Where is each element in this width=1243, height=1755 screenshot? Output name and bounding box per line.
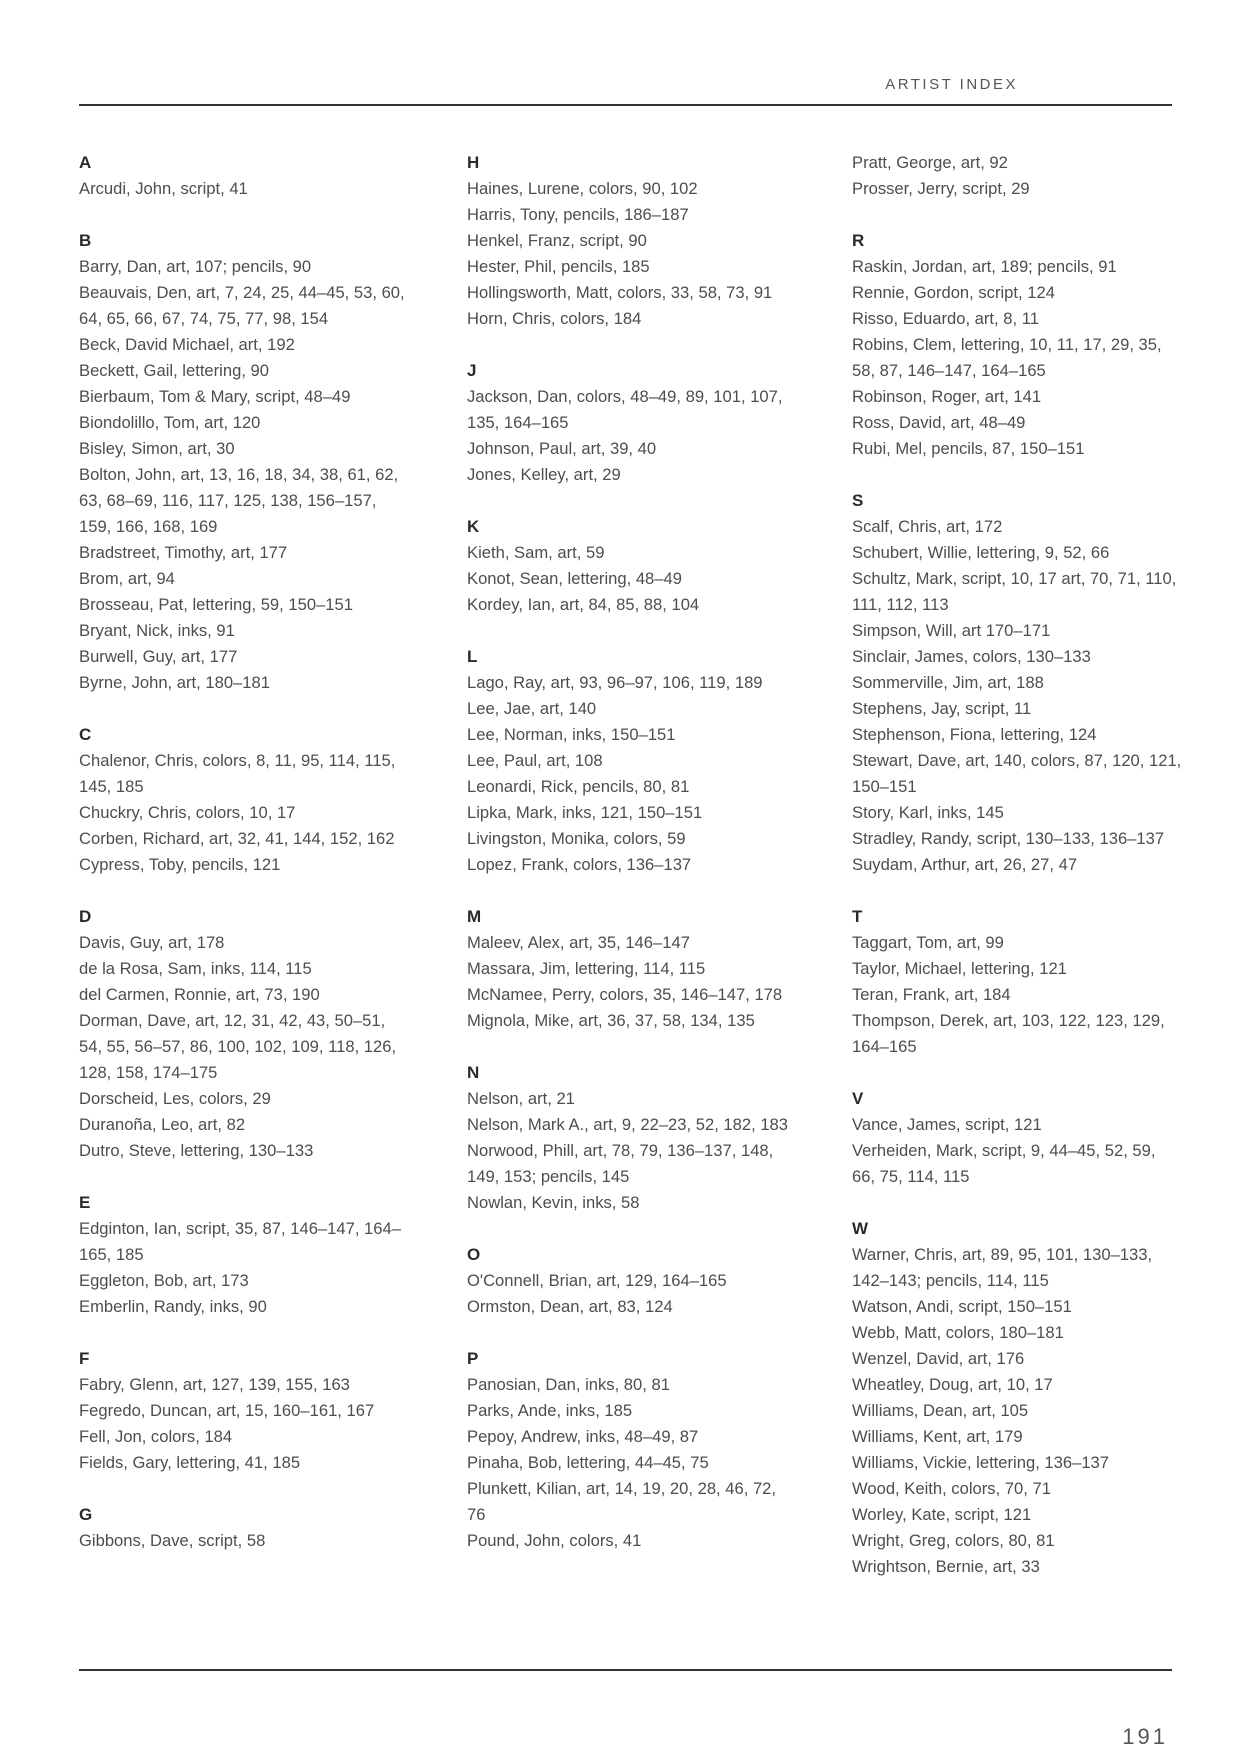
index-entry: Eggleton, Bob, art, 173 <box>79 1271 249 1290</box>
index-entry: Chuckry, Chris, colors, 10, 17 <box>79 803 296 822</box>
index-entry: Lee, Paul, art, 108 <box>467 751 603 770</box>
index-entry: Robinson, Roger, art, 141 <box>852 387 1042 406</box>
index-entry: Duranoña, Leo, art, 82 <box>79 1115 246 1134</box>
index-entry: Lago, Ray, art, 93, 96–97, 106, 119, 189 <box>467 673 763 692</box>
footer-rule <box>79 1669 1172 1671</box>
section-letter-heading: A <box>79 153 92 172</box>
index-entry: Rennie, Gordon, script, 124 <box>852 283 1055 302</box>
index-section <box>467 514 797 618</box>
index-entry: Taggart, Tom, art, 99 <box>852 933 1004 952</box>
index-entry: Pepoy, Andrew, inks, 48–49, 87 <box>467 1427 699 1446</box>
index-entry: Dorscheid, Les, colors, 29 <box>79 1089 271 1108</box>
index-entry: Sinclair, James, colors, 130–133 <box>852 647 1091 666</box>
index-entry: Plunkett, Kilian, art, 14, 19, 20, 28, 46, 72, 76 <box>467 1479 777 1524</box>
index-column-1 <box>79 150 409 1580</box>
section-letter-heading: B <box>79 231 92 250</box>
section-letter-heading: E <box>79 1193 91 1212</box>
page-header-title: ARTIST INDEX <box>885 76 1018 93</box>
index-entry: Burwell, Guy, art, 177 <box>79 647 238 666</box>
section-letter-heading: F <box>79 1349 90 1368</box>
index-entry: Nowlan, Kevin, inks, 58 <box>467 1193 640 1212</box>
index-entry: O'Connell, Brian, art, 129, 164–165 <box>467 1271 727 1290</box>
section-letter-heading: K <box>467 517 480 536</box>
index-entry: Fegredo, Duncan, art, 15, 160–161, 167 <box>79 1401 375 1420</box>
header-rule <box>79 104 1172 106</box>
index-entry: Bradstreet, Timothy, art, 177 <box>79 543 288 562</box>
index-entry: Horn, Chris, colors, 184 <box>467 309 642 328</box>
index-entry: Nelson, art, 21 <box>467 1089 575 1108</box>
index-entry: McNamee, Perry, colors, 35, 146–147, 178 <box>467 985 783 1004</box>
index-section <box>79 1190 409 1320</box>
index-entry: Lopez, Frank, colors, 136–137 <box>467 855 692 874</box>
index-entry: Brom, art, 94 <box>79 569 175 588</box>
index-entry: Beck, David Michael, art, 192 <box>79 335 295 354</box>
index-entry: Hester, Phil, pencils, 185 <box>467 257 650 276</box>
index-entry: Henkel, Franz, script, 90 <box>467 231 647 250</box>
index-section <box>852 1086 1182 1190</box>
index-entry: Jackson, Dan, colors, 48–49, 89, 101, 107, 135, 164–165 <box>467 387 783 432</box>
index-entry: Pound, John, colors, 41 <box>467 1531 642 1550</box>
index-entry: Thompson, Derek, art, 103, 122, 123, 129, 164–165 <box>852 1011 1165 1056</box>
index-entry: Warner, Chris, art, 89, 95, 101, 130–133, 142–143; pencils, 114, 115 <box>852 1245 1153 1290</box>
index-entry: Wright, Greg, colors, 80, 81 <box>852 1531 1055 1550</box>
index-section <box>79 150 409 202</box>
index-entry: Johnson, Paul, art, 39, 40 <box>467 439 657 458</box>
index-section <box>467 1346 797 1554</box>
section-letter-heading: H <box>467 153 480 172</box>
index-section <box>467 1060 797 1216</box>
index-entry: Livingston, Monika, colors, 59 <box>467 829 686 848</box>
index-section <box>79 1346 409 1476</box>
index-entry: Byrne, John, art, 180–181 <box>79 673 270 692</box>
index-entry: Ormston, Dean, art, 83, 124 <box>467 1297 673 1316</box>
index-entry: Verheiden, Mark, script, 9, 44–45, 52, 59, 66, 75, 114, 115 <box>852 1141 1156 1186</box>
index-column-3 <box>852 150 1182 1606</box>
index-entry: Arcudi, John, script, 41 <box>79 179 248 198</box>
section-letter-heading: T <box>852 907 863 926</box>
index-entry: Mignola, Mike, art, 36, 37, 58, 134, 135 <box>467 1011 755 1030</box>
index-entry: Massara, Jim, lettering, 114, 115 <box>467 959 706 978</box>
index-entry: Emberlin, Randy, inks, 90 <box>79 1297 267 1316</box>
index-entry: Pratt, George, art, 92 <box>852 153 1008 172</box>
index-entry: Fabry, Glenn, art, 127, 139, 155, 163 <box>79 1375 350 1394</box>
index-entry: Webb, Matt, colors, 180–181 <box>852 1323 1064 1342</box>
index-entry: Maleev, Alex, art, 35, 146–147 <box>467 933 690 952</box>
section-letter-heading: W <box>852 1219 869 1238</box>
index-entry: Panosian, Dan, inks, 80, 81 <box>467 1375 670 1394</box>
index-entry: Parks, Ande, inks, 185 <box>467 1401 633 1420</box>
index-entry: Wenzel, David, art, 176 <box>852 1349 1025 1368</box>
section-letter-heading: M <box>467 907 482 926</box>
index-section <box>852 904 1182 1060</box>
index-entry: Worley, Kate, script, 121 <box>852 1505 1032 1524</box>
index-entry: Wheatley, Doug, art, 10, 17 <box>852 1375 1053 1394</box>
index-entry: Beauvais, Den, art, 7, 24, 25, 44–45, 53, 60, 64, 65, 66, 67, 74, 75, 77, 98, 154 <box>79 283 405 328</box>
index-entry: Jones, Kelley, art, 29 <box>467 465 621 484</box>
index-entry: Risso, Eduardo, art, 8, 11 <box>852 309 1039 328</box>
index-section <box>79 722 409 878</box>
index-section <box>852 1216 1182 1580</box>
section-letter-heading: C <box>79 725 92 744</box>
section-letter-heading: O <box>467 1245 481 1264</box>
index-section <box>852 150 1182 202</box>
index-entry: Bryant, Nick, inks, 91 <box>79 621 235 640</box>
index-section <box>467 150 797 332</box>
index-entry: Wood, Keith, colors, 70, 71 <box>852 1479 1051 1498</box>
index-entry: Kordey, Ian, art, 84, 85, 88, 104 <box>467 595 700 614</box>
index-entry: Stephens, Jay, script, 11 <box>852 699 1032 718</box>
index-entry: Lee, Jae, art, 140 <box>467 699 597 718</box>
index-entry: Davis, Guy, art, 178 <box>79 933 225 952</box>
index-entry: Konot, Sean, lettering, 48–49 <box>467 569 682 588</box>
index-entry: Scalf, Chris, art, 172 <box>852 517 1003 536</box>
index-entry: Barry, Dan, art, 107; pencils, 90 <box>79 257 312 276</box>
index-section <box>79 228 409 696</box>
index-entry: Simpson, Will, art 170–171 <box>852 621 1051 640</box>
index-entry: Prosser, Jerry, script, 29 <box>852 179 1030 198</box>
section-letter-heading: R <box>852 231 865 250</box>
index-entry: Story, Karl, inks, 145 <box>852 803 1004 822</box>
index-entry: Williams, Kent, art, 179 <box>852 1427 1023 1446</box>
index-entry: Harris, Tony, pencils, 186–187 <box>467 205 689 224</box>
index-entry: Cypress, Toby, pencils, 121 <box>79 855 281 874</box>
index-entry: Watson, Andi, script, 150–151 <box>852 1297 1072 1316</box>
index-entry: Teran, Frank, art, 184 <box>852 985 1011 1004</box>
section-letter-heading: N <box>467 1063 480 1082</box>
index-entry: Schultz, Mark, script, 10, 17 art, 70, 71, 110, 111, 112, 113 <box>852 569 1177 614</box>
section-letter-heading: D <box>79 907 92 926</box>
index-entry: Robins, Clem, lettering, 10, 11, 17, 29, 35, 58, 87, 146–147, 164–165 <box>852 335 1162 380</box>
index-entry: Leonardi, Rick, pencils, 80, 81 <box>467 777 690 796</box>
index-entry: Corben, Richard, art, 32, 41, 144, 152, 162 <box>79 829 395 848</box>
index-section <box>852 228 1182 462</box>
index-entry: Bisley, Simon, art, 30 <box>79 439 235 458</box>
index-section <box>79 1502 409 1554</box>
index-section <box>467 1242 797 1320</box>
index-entry: Bolton, John, art, 13, 16, 18, 34, 38, 61, 62, 63, 68–69, 116, 117, 125, 138, 156–157, 159, 166, 168, 169 <box>79 465 399 536</box>
index-section <box>467 904 797 1034</box>
index-entry: Brosseau, Pat, lettering, 59, 150–151 <box>79 595 353 614</box>
index-entry: Sommerville, Jim, art, 188 <box>852 673 1044 692</box>
section-letter-heading: G <box>79 1505 93 1524</box>
index-entry: de la Rosa, Sam, inks, 114, 115 <box>79 959 312 978</box>
index-entry: Lee, Norman, inks, 150–151 <box>467 725 676 744</box>
index-entry: Lipka, Mark, inks, 121, 150–151 <box>467 803 703 822</box>
index-entry: Schubert, Willie, lettering, 9, 52, 66 <box>852 543 1110 562</box>
index-section <box>79 904 409 1164</box>
index-section <box>852 488 1182 878</box>
index-entry: Dutro, Steve, lettering, 130–133 <box>79 1141 314 1160</box>
index-entry: Stephenson, Fiona, lettering, 124 <box>852 725 1097 744</box>
index-entry: Haines, Lurene, colors, 90, 102 <box>467 179 698 198</box>
index-entry: Williams, Vickie, lettering, 136–137 <box>852 1453 1110 1472</box>
index-entry: Norwood, Phill, art, 78, 79, 136–137, 148, 149, 153; pencils, 145 <box>467 1141 774 1186</box>
index-entry: Vance, James, script, 121 <box>852 1115 1042 1134</box>
index-entry: Fields, Gary, lettering, 41, 185 <box>79 1453 301 1472</box>
index-entry: Biondolillo, Tom, art, 120 <box>79 413 261 432</box>
index-entry: Williams, Dean, art, 105 <box>852 1401 1029 1420</box>
index-entry: Kieth, Sam, art, 59 <box>467 543 605 562</box>
section-letter-heading: J <box>467 361 477 380</box>
index-section <box>467 358 797 488</box>
index-entry: Gibbons, Dave, script, 58 <box>79 1531 266 1550</box>
index-entry: Nelson, Mark A., art, 9, 22–23, 52, 182, 183 <box>467 1115 789 1134</box>
index-entry: Dorman, Dave, art, 12, 31, 42, 43, 50–51, 54, 55, 56–57, 86, 100, 102, 109, 118, 126, 128, 158, 174–175 <box>79 1011 397 1082</box>
index-column-2 <box>467 150 797 1580</box>
index-entry: Beckett, Gail, lettering, 90 <box>79 361 270 380</box>
index-entry: Fell, Jon, colors, 184 <box>79 1427 233 1446</box>
section-letter-heading: P <box>467 1349 479 1368</box>
index-entry: Chalenor, Chris, colors, 8, 11, 95, 114, 115, 145, 185 <box>79 751 396 796</box>
section-letter-heading: S <box>852 491 864 510</box>
index-entry: Hollingsworth, Matt, colors, 33, 58, 73, 91 <box>467 283 773 302</box>
index-entry: Stewart, Dave, art, 140, colors, 87, 120, 121, 150–151 <box>852 751 1182 796</box>
page-number: 191 <box>1122 1724 1168 1749</box>
index-entry: Edginton, Ian, script, 35, 87, 146–147, 164–165, 185 <box>79 1219 401 1264</box>
index-entry: Raskin, Jordan, art, 189; pencils, 91 <box>852 257 1117 276</box>
index-entry: Pinaha, Bob, lettering, 44–45, 75 <box>467 1453 709 1472</box>
index-entry: Bierbaum, Tom & Mary, script, 48–49 <box>79 387 351 406</box>
index-entry: Stradley, Randy, script, 130–133, 136–137 <box>852 829 1165 848</box>
section-letter-heading: L <box>467 647 478 666</box>
index-entry: Wrightson, Bernie, art, 33 <box>852 1557 1040 1576</box>
index-entry: Suydam, Arthur, art, 26, 27, 47 <box>852 855 1078 874</box>
index-entry: Ross, David, art, 48–49 <box>852 413 1026 432</box>
index-entry: Taylor, Michael, lettering, 121 <box>852 959 1067 978</box>
index-entry: del Carmen, Ronnie, art, 73, 190 <box>79 985 320 1004</box>
index-section <box>467 644 797 878</box>
section-letter-heading: V <box>852 1089 864 1108</box>
index-entry: Rubi, Mel, pencils, 87, 150–151 <box>852 439 1085 458</box>
